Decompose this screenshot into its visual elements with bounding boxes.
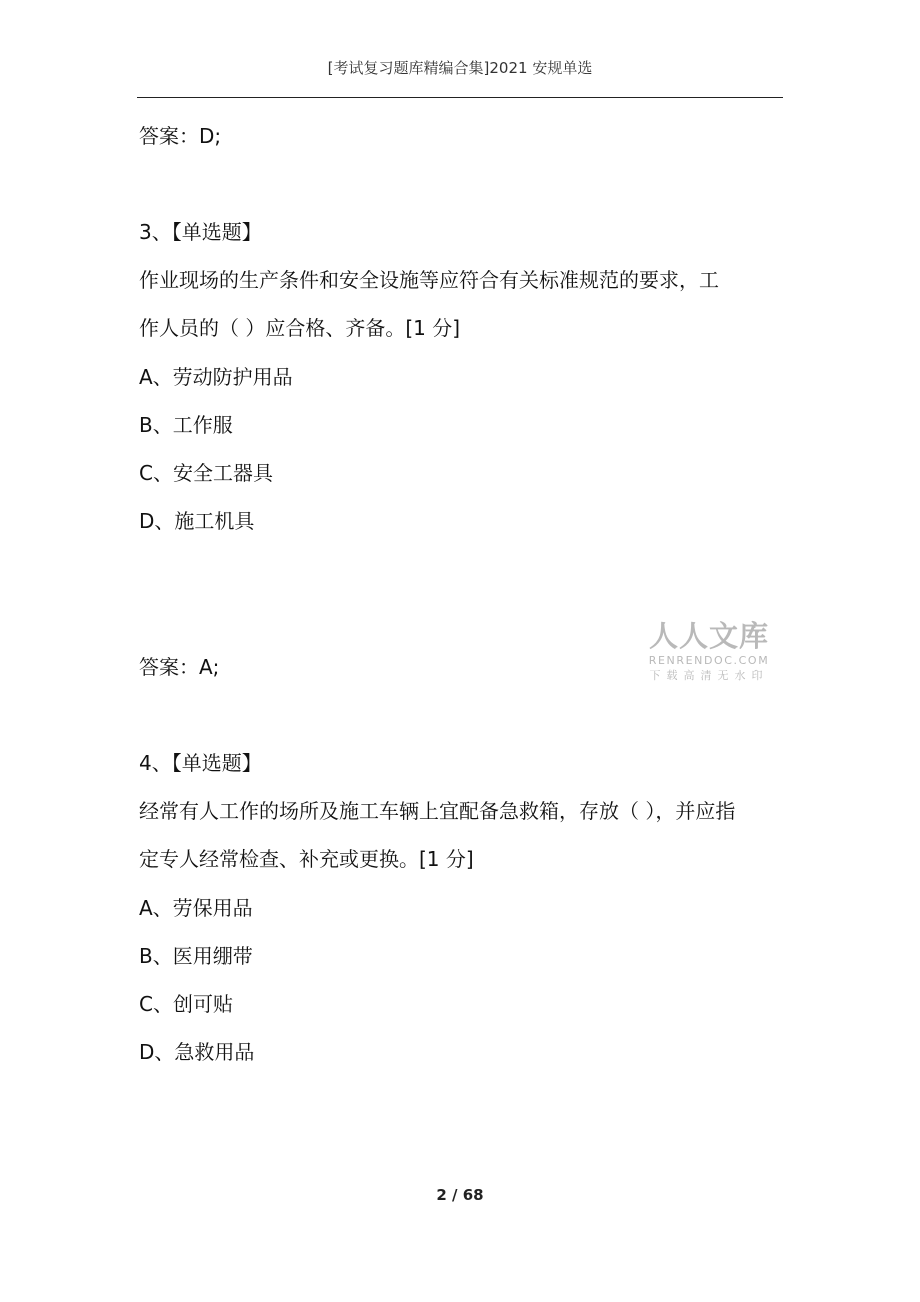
question-4-option-a: A、劳保用品 — [139, 896, 253, 920]
question-4-option-d: D、急救用品 — [139, 1040, 255, 1064]
watermark-logo — [640, 618, 778, 684]
question-3-option-a: A、劳动防护用品 — [139, 365, 293, 389]
page-number: 2 / 68 — [436, 1186, 484, 1204]
watermark-url: RENRENDOC.COM — [648, 654, 770, 667]
question-3-option-b: B、工作服 — [139, 413, 233, 437]
question-3-stem-line-2: 作人员的（ ）应合格、齐备。[1 分] — [139, 316, 461, 340]
question-3-option-d: D、施工机具 — [139, 509, 255, 533]
watermark-tagline: 下载高清无水印 — [649, 669, 769, 682]
question-3-option-c: C、安全工器具 — [139, 461, 273, 485]
question-4-stem-line-2: 定专人经常检查、补充或更换。[1 分] — [139, 847, 474, 871]
header-divider — [137, 97, 783, 98]
previous-answer: 答案：D; — [139, 124, 222, 148]
question-3-stem-line-1: 作业现场的生产条件和安全设施等应符合有关标准规范的要求，工 — [139, 268, 719, 292]
question-4-option-c: C、创可贴 — [139, 992, 233, 1016]
watermark-brand: 人人文库 — [648, 619, 769, 653]
document-header-title: [考试复习题库精编合集]2021 安规单选 — [327, 59, 593, 77]
question-4-stem-line-1: 经常有人工作的场所及施工车辆上宜配备急救箱，存放（ ），并应指 — [139, 799, 736, 823]
question-4-option-b: B、医用绷带 — [139, 944, 253, 968]
question-3-heading: 3、【单选题】 — [139, 220, 262, 244]
question-4-heading: 4、【单选题】 — [139, 751, 262, 775]
question-3-answer: 答案：A; — [139, 655, 220, 679]
